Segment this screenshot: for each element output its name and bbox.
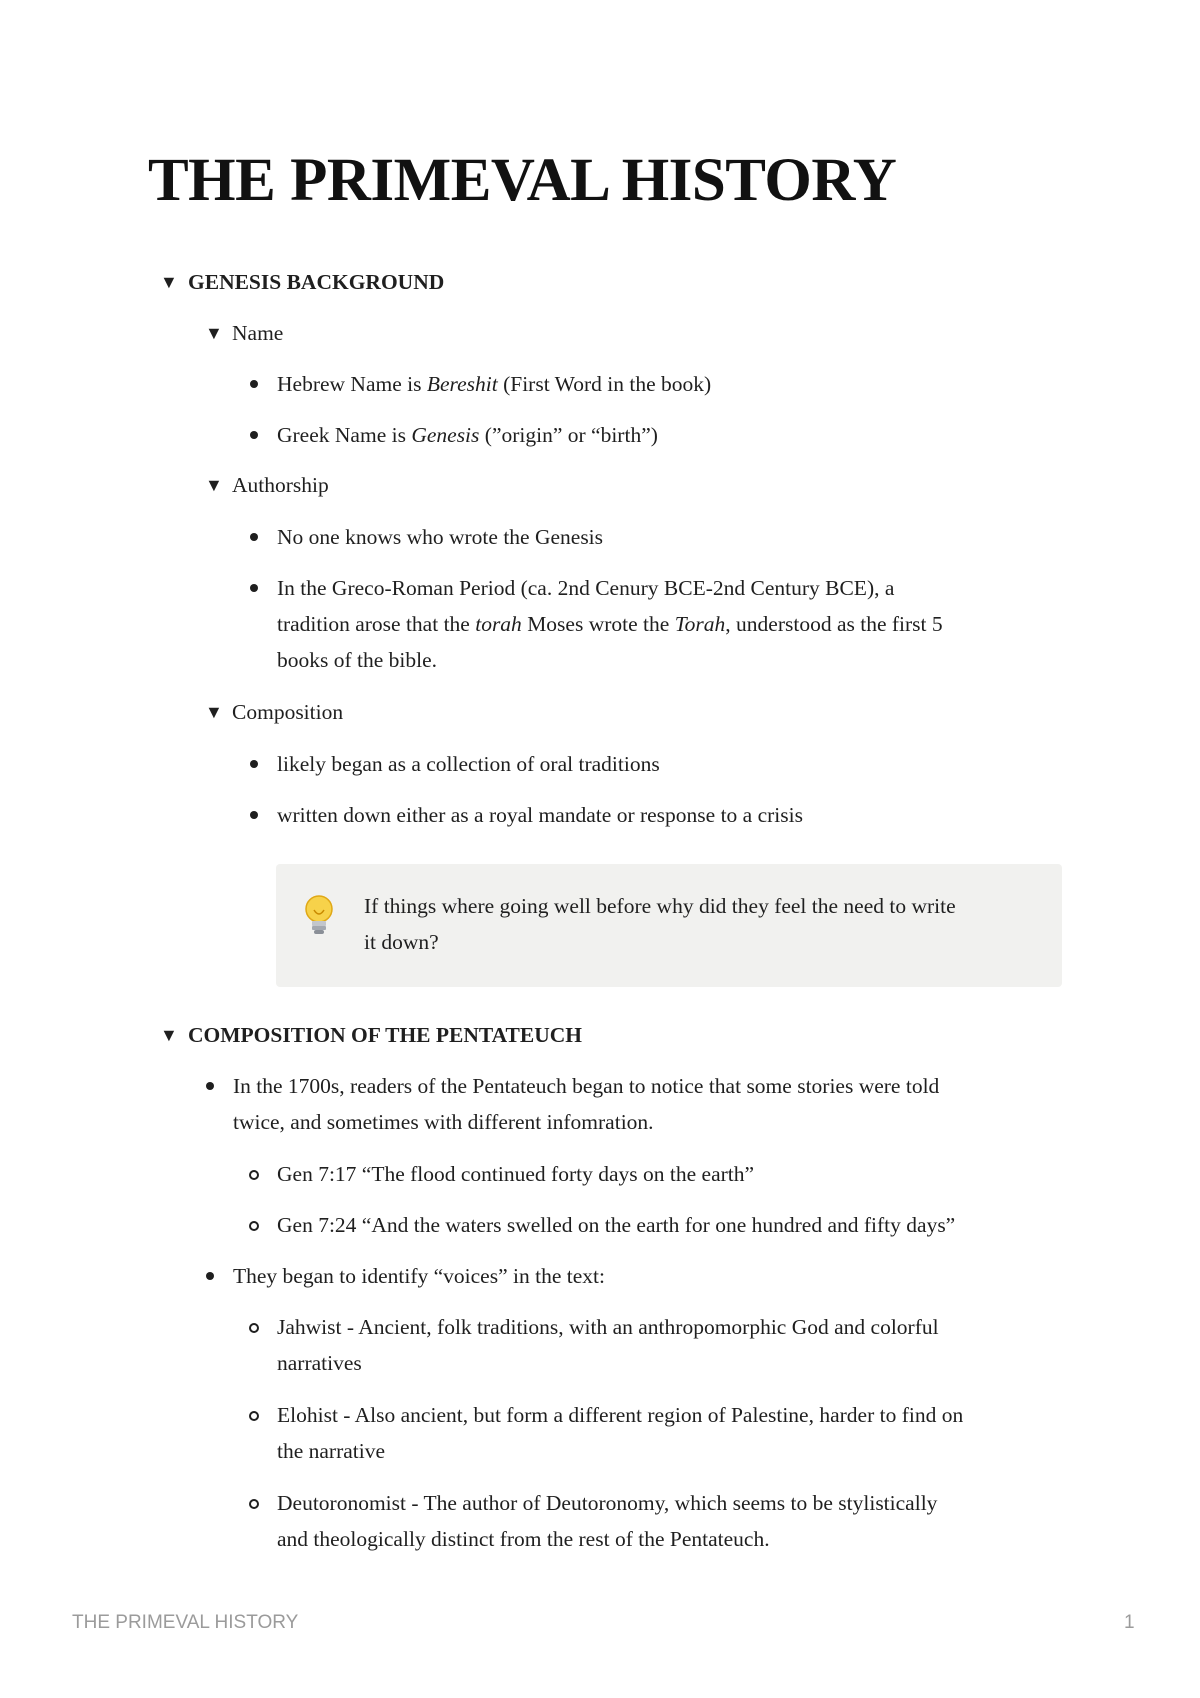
toggle-genesis-background[interactable]: ▼ xyxy=(160,272,178,292)
bullet-circle xyxy=(249,1499,259,1509)
lightbulb-icon xyxy=(302,894,336,943)
bullet-circle xyxy=(249,1323,259,1333)
list-item-continued: books of the bible. xyxy=(277,648,438,672)
sub-list-item-continued: and theologically distinct from the rest of the Pentateuch. xyxy=(277,1527,770,1551)
toggle-composition[interactable]: ▼ xyxy=(205,702,223,722)
list-item: Hebrew Name is Bereshit (First Word in the book) xyxy=(277,372,712,396)
sub-list-item: Jahwist - Ancient, folk traditions, with an anthropomorphic God and colorful xyxy=(277,1315,939,1339)
bullet-dot xyxy=(250,584,258,592)
bullet-circle xyxy=(249,1411,259,1421)
page-number: 1 xyxy=(1124,1612,1135,1633)
list-item-continued: twice, and sometimes with different infomration. xyxy=(233,1110,654,1134)
subheading-composition: Composition xyxy=(232,700,344,724)
bullet-circle xyxy=(249,1221,259,1231)
sub-list-item: Gen 7:17 “The flood continued forty days on the earth” xyxy=(277,1162,755,1186)
list-item: No one knows who wrote the Genesis xyxy=(277,525,604,549)
list-item: likely began as a collection of oral traditions xyxy=(277,752,660,776)
list-item: Greek Name is Genesis (”origin” or “birth”) xyxy=(277,423,658,447)
heading-genesis-background: GENESIS BACKGROUND xyxy=(188,270,445,294)
bullet-dot xyxy=(250,811,258,819)
bullet-dot xyxy=(206,1082,214,1090)
list-item: They began to identify “voices” in the text: xyxy=(233,1264,605,1288)
list-item: written down either as a royal mandate or response to a crisis xyxy=(277,803,803,827)
footer-title: THE PRIMEVAL HISTORY xyxy=(72,1612,299,1633)
sub-list-item: Deutoronomist - The author of Deutoronomy, which seems to be stylistically xyxy=(277,1491,938,1515)
toggle-composition-pentateuch[interactable]: ▼ xyxy=(160,1025,178,1045)
heading-composition-pentateuch: COMPOSITION OF THE PENTATEUCH xyxy=(188,1023,583,1047)
list-item: In the 1700s, readers of the Pentateuch began to notice that some stories were told xyxy=(233,1074,940,1098)
bullet-dot xyxy=(250,431,258,439)
sub-list-item: Gen 7:24 “And the waters swelled on the earth for one hundred and fifty days” xyxy=(277,1213,956,1237)
callout-box xyxy=(276,864,1062,987)
subheading-authorship: Authorship xyxy=(232,473,329,497)
page-title: THE PRIMEVAL HISTORY xyxy=(148,147,897,214)
bullet-circle xyxy=(249,1170,259,1180)
bullet-dot xyxy=(250,760,258,768)
callout-text: If things where going well before why did they feel the need to write it down? xyxy=(364,894,956,954)
sub-list-item-continued: the narrative xyxy=(277,1439,386,1463)
list-item-continued: tradition arose that the torah Moses wrote the Torah, understood as the first 5 xyxy=(277,612,943,636)
bullet-dot xyxy=(250,380,258,388)
list-item: In the Greco-Roman Period (ca. 2nd Cenury BCE-2nd Century BCE), a xyxy=(277,576,895,600)
toggle-authorship[interactable]: ▼ xyxy=(205,475,223,495)
subheading-name: Name xyxy=(232,321,284,345)
toggle-name[interactable]: ▼ xyxy=(205,323,223,343)
sub-list-item-continued: narratives xyxy=(277,1351,362,1375)
bullet-dot xyxy=(206,1272,214,1280)
bullet-dot xyxy=(250,533,258,541)
sub-list-item: Elohist - Also ancient, but form a different region of Palestine, harder to find on xyxy=(277,1403,964,1427)
